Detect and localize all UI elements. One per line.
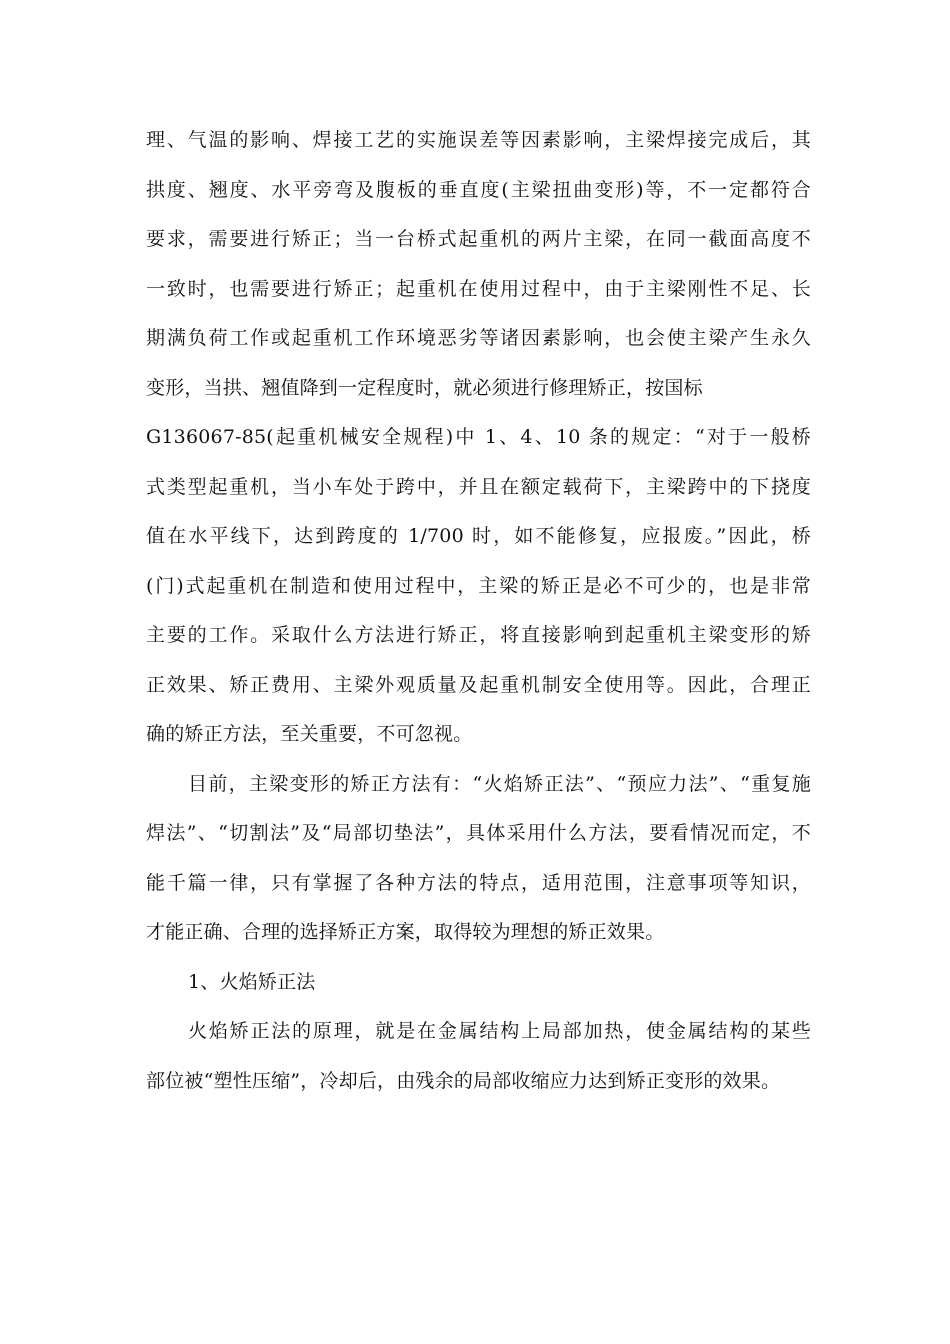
paragraph-start-line: 目前，主梁变形的矫正方法有：“火焰矫正法”、“预应力法”、“重复施 xyxy=(188,772,811,795)
text-line: 变形，当拱、翘值降到一定程度时，就必须进行修理矫正，按国标 xyxy=(146,376,703,399)
text-line: 部位被“塑性压缩”，冷却后，由残余的局部收缩应力达到矫正变形的效果。 xyxy=(146,1069,781,1092)
text-line: 一致时，也需要进行矫正；起重机在使用过程中，由于主梁刚性不足、长 xyxy=(146,277,811,300)
section-heading: 1、火焰矫正法 xyxy=(188,970,316,993)
text-line: (门)式起重机在制造和使用过程中，主梁的矫正是必不可少的，也是非常 xyxy=(146,574,811,597)
text-line: 期满负荷工作或起重机工作环境恶劣等诸因素影响，也会使主梁产生永久 xyxy=(146,327,811,349)
text-line: 要求，需要进行矫正；当一台桥式起重机的两片主梁，在同一截面高度不 xyxy=(146,228,811,250)
text-line: 正效果、矫正费用、主梁外观质量及起重机制安全使用等。因此，合理正 xyxy=(146,673,811,696)
paragraph-start-line: 火焰矫正法的原理，就是在金属结构上局部加热，使金属结构的某些 xyxy=(188,1020,811,1042)
text-line: G136067-85(起重机械安全规程)中 1、4、10 条的规定：“对于一般桥 xyxy=(146,426,811,448)
body-text xyxy=(146,116,811,1106)
text-line: 焊法”、“切割法”及“局部切垫法”，具体采用什么方法，要看情况而定，不 xyxy=(146,822,811,844)
text-line: 理、气温的影响、焊接工艺的实施误差等因素影响，主梁焊接完成后，其 xyxy=(146,129,811,151)
text-line: 式类型起重机，当小车处于跨中，并且在额定载荷下，主梁跨中的下挠度 xyxy=(146,475,811,498)
text-line: 拱度、翘度、水平旁弯及腹板的垂直度(主梁扭曲变形)等，不一定都符合 xyxy=(146,178,811,201)
text-line: 值在水平线下，达到跨度的 1/700 时，如不能修复，应报废。”因此，桥 xyxy=(146,525,811,547)
text-line: 主要的工作。采取什么方法进行矫正，将直接影响到起重机主梁变形的矫 xyxy=(146,624,811,646)
text-line: 能千篇一律，只有掌握了各种方法的特点，适用范围，注意事项等知识， xyxy=(146,871,811,894)
text-line: 才能正确、合理的选择矫正方案，取得较为理想的矫正效果。 xyxy=(146,921,665,943)
text-line: 确的矫正方法，至关重要，不可忽视。 xyxy=(146,723,473,745)
